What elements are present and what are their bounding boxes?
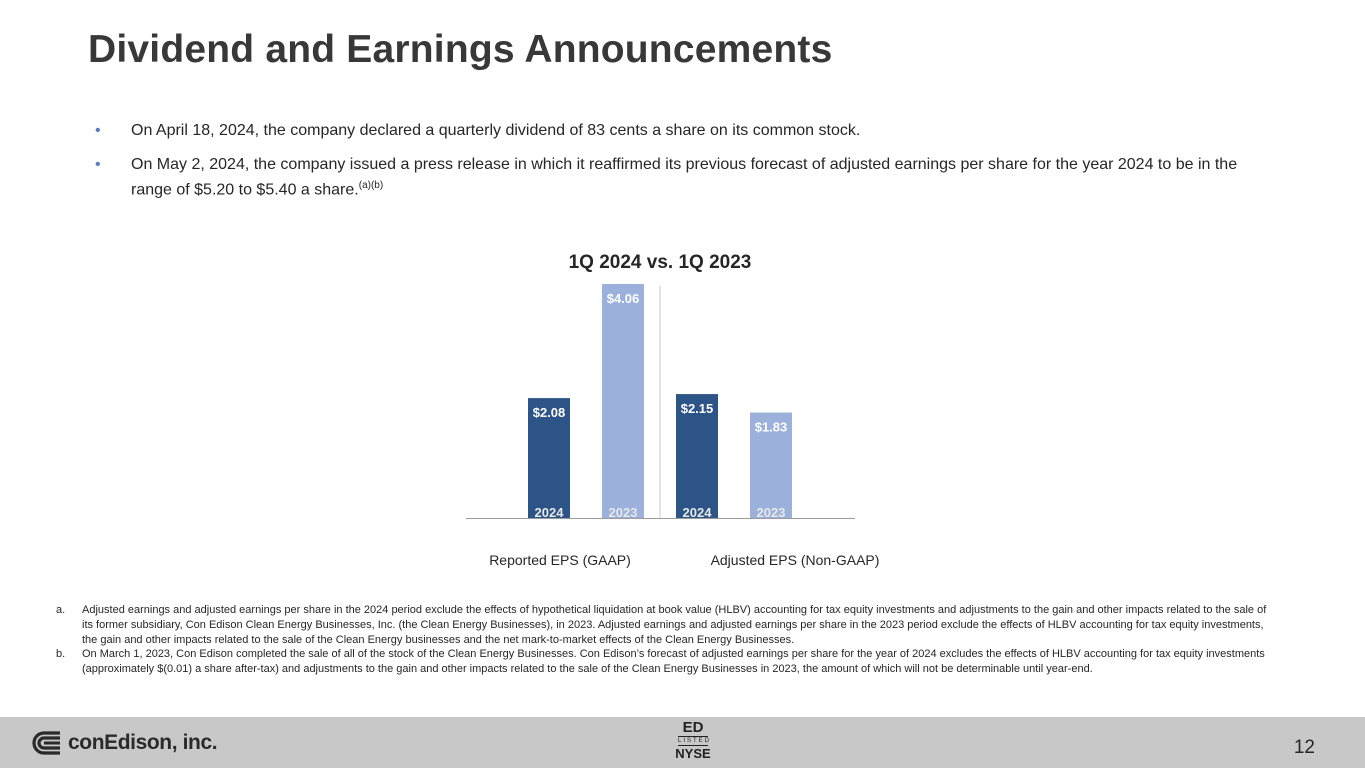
footnote-b xyxy=(56,647,1271,677)
chart-title: 1Q 2024 vs. 1Q 2023 xyxy=(568,252,752,273)
group-label-reported-eps: Reported EPS (GAAP) xyxy=(489,552,631,568)
company-logo-text: conEdison, inc. xyxy=(68,731,218,754)
company-logo xyxy=(30,729,217,757)
ticker-symbol: ED xyxy=(682,719,704,736)
bullet-dot: • xyxy=(95,156,101,173)
footnote-reference: (a)(b) xyxy=(358,180,384,191)
listed-label: LISTED xyxy=(678,738,712,744)
bar-2023-reported xyxy=(602,284,644,518)
footnotes xyxy=(56,603,1271,677)
footnote-mark: b. xyxy=(56,648,66,661)
bar-value-label: $4.06 xyxy=(606,291,640,306)
footer-bar xyxy=(0,717,1365,768)
bullet-text: On May 2, 2024, the company issued a press release in which it reaffirmed its previous forecast of adjusted earnings per share for the year 2024 to be in the range of $5.20 to $5.40 a share. xyxy=(131,156,1238,199)
bar-category-label: 2024 xyxy=(682,505,712,520)
bar-value-label: $2.15 xyxy=(680,401,714,417)
bar-category-label: 2024 xyxy=(534,505,564,520)
bar-category-label: 2023 xyxy=(756,505,786,520)
footnote-mark: a. xyxy=(56,604,66,616)
exchange-name: NYSE xyxy=(675,746,711,761)
footnote-a xyxy=(56,603,1271,647)
bar-category-label: 2023 xyxy=(608,505,638,520)
page-number: 12 xyxy=(1293,737,1315,758)
footnote-text: Adjusted earnings and adjusted earnings per share in the 2024 period exclude the effects of hypothetical liquidation at book value (HLBV) accounting for tax equity investments and adjustments to the gain and other impacts related to the sale of its former subsidiary, Con Edison Clean Energy Businesses, Inc. (the Clean Energy Businesses), in 2023. Adjusted earnings and adjusted earnings per share in the 2023 period exclude the effects of HLBV accounting for tax equity investments, the gain and other impacts related to the sale of the Clean Energy businesses and the net mark-to-market effects of the Clean Energy Businesses. xyxy=(82,604,1267,646)
group-label-adjusted-eps: Adjusted EPS (Non-GAAP) xyxy=(710,552,880,568)
bullet-text: On April 18, 2024, the company declared a quarterly dividend of 83 cents a share on its common stock. xyxy=(131,122,861,139)
nyse-listed-badge xyxy=(674,720,712,761)
footnote-text: On March 1, 2023, Con Edison completed the sale of all of the stock of the Clean Energy Businesses. Con Edison’s forecast of adjusted earnings per share for the year of 2024 excludes the effects of HLBV accounting for tax equity investments (approximately $(0.01) a share after-tax) and adjustments to the gain and other impacts related to the sale of the Clean Energy Businesses in 2023, the amount of which will not be determinable until year-end. xyxy=(82,648,1265,676)
bullet-dot: • xyxy=(95,122,101,139)
bar-value-label: $1.83 xyxy=(754,419,788,435)
con-edison-logo-icon xyxy=(30,729,64,757)
page-title: Dividend and Earnings Announcements xyxy=(88,28,833,71)
bar-value-label: $2.08 xyxy=(532,405,566,421)
